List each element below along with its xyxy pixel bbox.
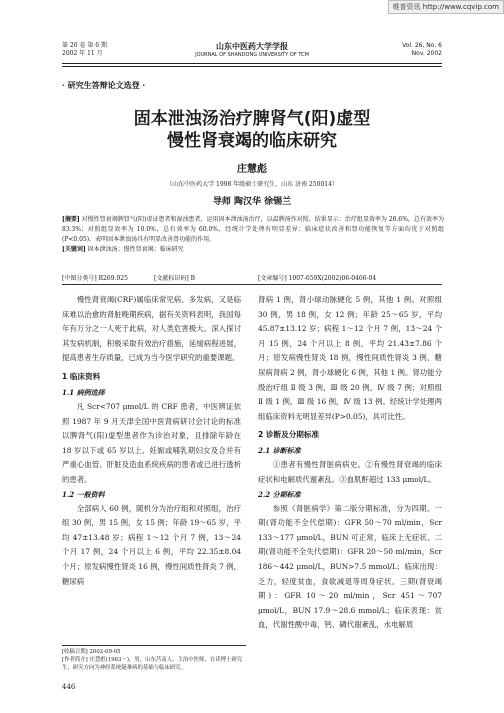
page-number: 446 [62, 683, 76, 691]
left-column [62, 293, 241, 589]
meta-rule [62, 284, 442, 285]
header-rule-thin [62, 66, 442, 67]
volume-issue: 第 26 卷 第 6 期 [62, 42, 107, 49]
subsection-heading: 2.1 诊断标准 [258, 446, 301, 456]
abstract-label: [摘要] [62, 216, 80, 223]
body-paragraph: ①患者有慢性肾脏病病史。②有慢性肾衰竭的临床症状和电解质代谢紊乱。③血肌酐超过 133 μmol/L。 [258, 460, 442, 484]
clc-number: [中图分类号] R269.925 [62, 275, 128, 282]
document-code: [文献标识码] B [154, 275, 195, 282]
tutors: 导师 陶汉华 徐锡兰 [212, 197, 292, 207]
title-line-1: 固本泄浊汤治疗脾肾气(阳)虚型 [133, 109, 371, 129]
body-paragraph: 肾病 1 例，肾小球动脉硬化 5 例，其他 1 例。对照组 30 例，男 18 例，女 12 例；年龄 25～65 岁，平均 45.87±13.12 岁；病程 1～12 个月 7 例，13～24 个月 15 例，24 个月以上 8 例，平均 21.43±7.86 个月；原发病慢性肾炎 18 例，慢性间质性肾炎 3 例，糖尿病肾病 2 例，肾小球硬化 6 例，其他 1 例。肾功能分级治疗组 Ⅱ 级 3 例，Ⅲ 级 20 例，Ⅳ 级 7 例；对照组 Ⅱ 级 1 例，Ⅲ 级 16 例，Ⅳ 级 13 例。经统计学处理两组临床资料无明显差异(P>0.05)，具可比性。 [258, 295, 442, 421]
footnote [62, 645, 246, 672]
affiliation: （山东中医药大学 1998 年级硕士研究生，山东 济南 250014） [166, 181, 338, 188]
body-paragraph: 全部病人 60 例，随机分为治疗组和对照组，治疗组 30 例，男 15 例，女 15 例；年龄 19～65 岁，平均 47±13.48 岁；病程 1～12 个月 7 例，13～24 个月 17 例，24 个月以上 6 例，平均 22.35±8.04 个月；原发病慢性肾炎 16 例，慢性间质性肾炎 7 例，糖尿病 [62, 503, 241, 586]
volume-en: Vol. 26, No. 6 [402, 42, 442, 49]
received-date: [收稿日期] 2002-09-05 [62, 649, 121, 655]
subsection-heading: 1.1 病例选择 [62, 387, 105, 397]
issue-date: 2002 年 11 月 [62, 50, 103, 57]
keywords-text: 固本泄浊汤；慢性肾衰竭；临床研究 [87, 246, 184, 253]
body-paragraph: 凡 Scr<707 μmol/L 的 CRF 患者，中医辨证依照 1987 年 9 月天津全国中医肾病研讨会讨论的标准以脾肾气(阳)虚型患者作为诊治对象，且排除年龄在 18 岁以下或 65 岁以上、妊娠或哺乳期妇女及合并有严重心血管、肝脏及造血系统疾病的患者或已进行透析的患者。 [62, 401, 241, 484]
header-center [62, 42, 442, 59]
header-rule-thick [62, 63, 442, 64]
subsection-heading: 2.2 分期标准 [258, 489, 301, 499]
abstract [62, 215, 444, 255]
watermark: 维普资讯 http://www.cqvip.com [388, 0, 504, 14]
date-en: Nov. 2002 [411, 50, 442, 57]
journal-name-cn: 山东中医药大学学报 [216, 41, 288, 51]
subsection-heading: 1.2 一般资料 [62, 489, 105, 499]
keywords-label: [关键词] [62, 246, 86, 253]
title-line-2: 慢性肾衰竭的临床研究 [167, 131, 337, 151]
right-column [258, 293, 442, 633]
article-title [62, 108, 442, 152]
abstract-text: 对慢性肾衰竭脾肾气(阳)虚证患者和湿浊患者，运用固本泄浊汤治疗，以温脾汤作对照。结果显示：治疗组显效率为 26.6%，总有效率为 83.3%；对照组显效率为 10.0%，总有效率为 60.0%，经统计学处理有明显差异；临床症状改善和肾功能恢复等方面均优于对照组(P<0.05)，表明固本泄浊汤具有明显改善肾功能的作用。 [62, 216, 444, 243]
section-heading: 1 临床资料 [62, 371, 101, 381]
article-id: [文章编号] 1007-659X(2002)06-0466-04 [258, 275, 377, 282]
column-label: · 研究生答辩论文选登 · [62, 80, 146, 90]
body-paragraph: 参照《肾脏病学》第二版分期标准，分为四期。一期(肾功能不全代偿期)：GFR 50～70 ml/min，Scr 133～177 μmol/L，BUN 可正常，临床上无症状。二期(肾功能不全失代偿期)：GFR 20～50 ml/min，Scr 186～442 μmol/L，BUN>7.5 mmol/L；临床出现：乏力，轻度贫血，食欲减退等周身症状。三期(肾衰竭期)：GFR 10～20 ml/min，Scr 451～707 μmol/L，BUN 17.9～28.6 mmol/L；临床表现：贫血，代谢性酸中毒，钙、磷代谢紊乱，水电解质 [258, 503, 442, 630]
header-right [402, 42, 442, 58]
author-bio: [作者简介] 庄慧彪(1963－)，男，山东莒南人，主治中医师，在读博士研究生，研究方向为神经系统疑难病的基础与临床研究。 [62, 657, 243, 671]
section-heading: 2 诊断及分期标准 [258, 430, 320, 440]
journal-name-en: JOURNAL OF SHANDONG UNIVERSITY OF TCM [195, 52, 309, 58]
author: 庄慧彪 [237, 164, 267, 175]
intro-paragraph: 慢性肾衰竭(CRF)属临床常见病、多发病，又是临床难以治愈的肾脏晚期疾病，据有关资料表明，我国每年有万分之一人死于此病，对人类危害极大。深入探讨其发病机制，积极采取有效治疗措施，延缓病程进展，提高患者生存质量，已成为当今医学研究的重要课题。 [62, 295, 241, 363]
